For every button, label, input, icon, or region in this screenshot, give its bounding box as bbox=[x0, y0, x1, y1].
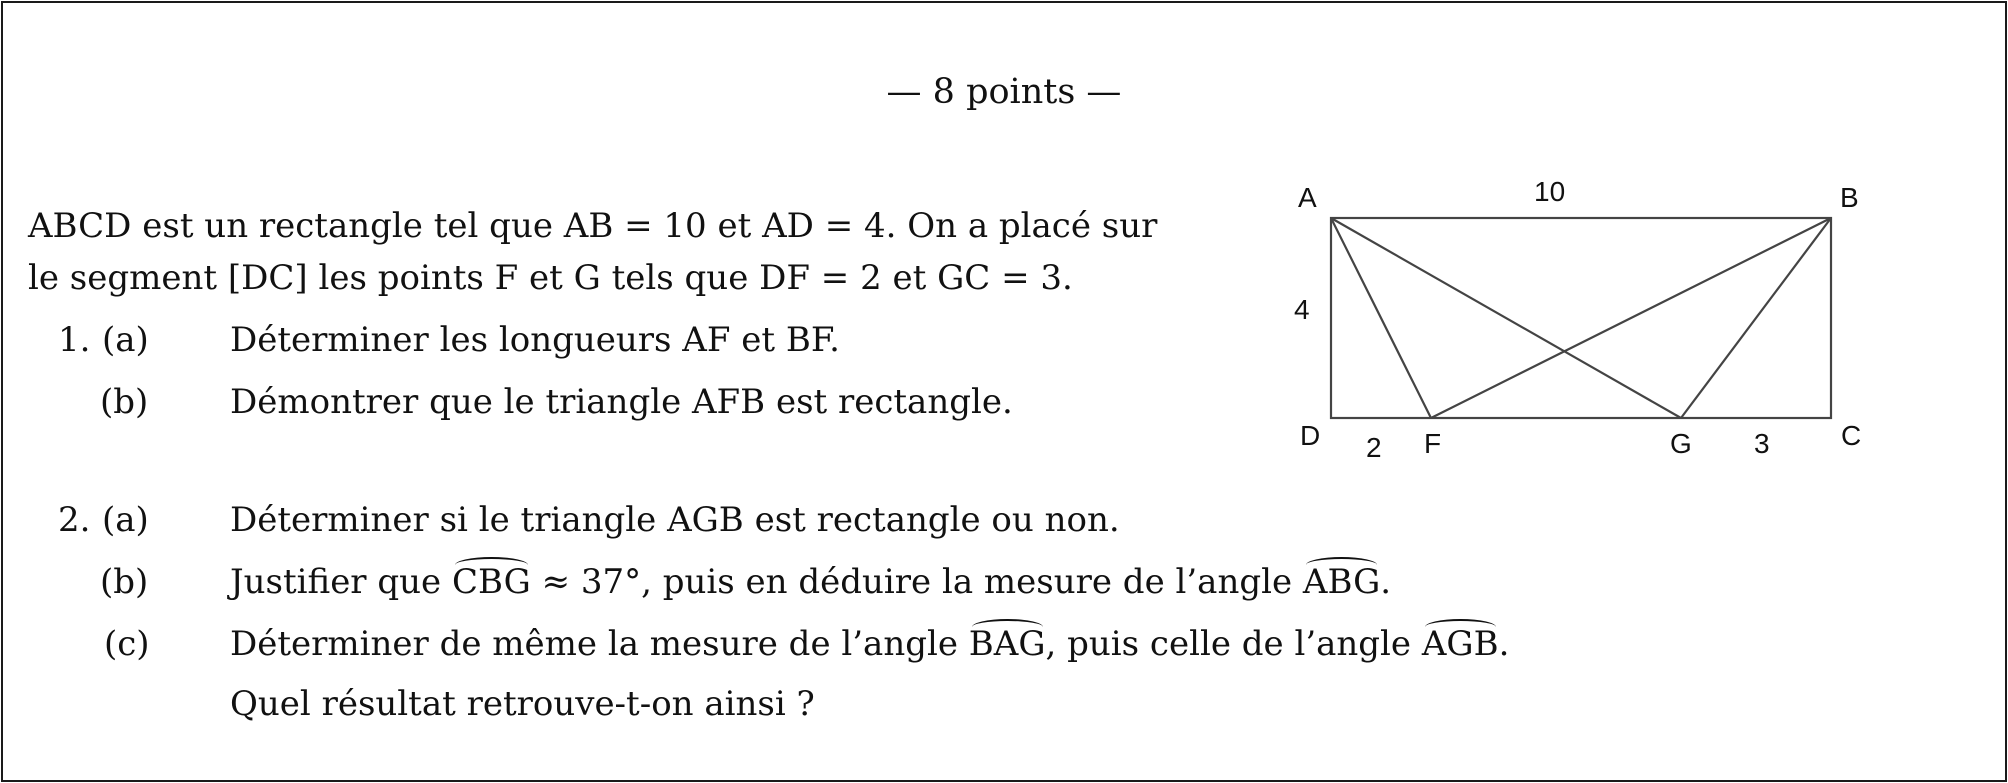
question-2b-text-middle: ≈ 37°, puis en déduire la mesure de l’angle bbox=[530, 562, 1303, 602]
question-2b bbox=[58, 560, 1558, 604]
figure-svg bbox=[1280, 170, 1890, 470]
point-label-g: G bbox=[1670, 428, 1692, 459]
question-2b-text-start: Justifier que bbox=[230, 562, 452, 602]
question-2c-line-2: Quel résultat retrouve-t-on ainsi ? bbox=[230, 684, 815, 724]
angle-cbg: CBG bbox=[451, 562, 531, 602]
question-2c-text bbox=[230, 622, 1509, 666]
point-label-a: A bbox=[1298, 182, 1317, 213]
question-2c bbox=[58, 622, 1658, 722]
exercise-intro bbox=[28, 200, 1228, 304]
question-2c-text-end: . bbox=[1498, 624, 1510, 664]
question-1b-text: Démontrer que le triangle AFB est rectangle. bbox=[230, 382, 1013, 422]
question-1b-label: (b) bbox=[100, 382, 149, 422]
segment-bf bbox=[1431, 218, 1831, 418]
question-1b bbox=[58, 380, 1258, 424]
point-label-f: F bbox=[1424, 428, 1442, 459]
question-2a bbox=[58, 498, 1358, 542]
intro-line-2: le segment [DC] les points F et G tels que DF = 2 et GC = 3. bbox=[28, 258, 1073, 298]
question-2c-label: (c) bbox=[104, 624, 150, 664]
point-label-b: B bbox=[1840, 182, 1859, 213]
intro-line-1: ABCD est un rectangle tel que AB = 10 et AD = 4. On a placé sur bbox=[28, 206, 1158, 246]
angle-abg: ABG bbox=[1302, 562, 1381, 602]
length-label-df: 2 bbox=[1366, 432, 1382, 463]
question-2-number: 2. bbox=[58, 500, 91, 540]
question-2a-label: (a) bbox=[102, 500, 149, 540]
angle-bag: BAG bbox=[968, 624, 1046, 664]
question-2b-text bbox=[230, 560, 1391, 604]
question-2c-text-start: Déterminer de même la mesure de l’angle bbox=[230, 624, 969, 664]
question-2c-text-middle: , puis celle de l’angle bbox=[1045, 624, 1422, 664]
segment-ag bbox=[1331, 218, 1681, 418]
question-2b-label: (b) bbox=[100, 562, 149, 602]
question-1a bbox=[58, 318, 1258, 362]
point-label-d: D bbox=[1300, 420, 1321, 451]
question-2a-text: Déterminer si le triangle AGB est rectangle ou non. bbox=[230, 500, 1120, 540]
segment-af bbox=[1331, 218, 1431, 418]
length-label-gc: 3 bbox=[1754, 428, 1770, 459]
rectangle-figure bbox=[1280, 170, 1890, 470]
question-1-number: 1. bbox=[58, 320, 91, 360]
length-label-ab: 10 bbox=[1534, 176, 1566, 207]
question-2b-text-end: . bbox=[1380, 562, 1392, 602]
points-heading: — 8 points — bbox=[886, 72, 1122, 112]
point-label-c: C bbox=[1841, 420, 1862, 451]
segment-bg bbox=[1681, 218, 1831, 418]
angle-agb: AGB bbox=[1421, 624, 1499, 664]
length-label-ad: 4 bbox=[1294, 294, 1310, 325]
question-1a-label: (a) bbox=[102, 320, 149, 360]
question-1a-text: Déterminer les longueurs AF et BF. bbox=[230, 320, 840, 360]
